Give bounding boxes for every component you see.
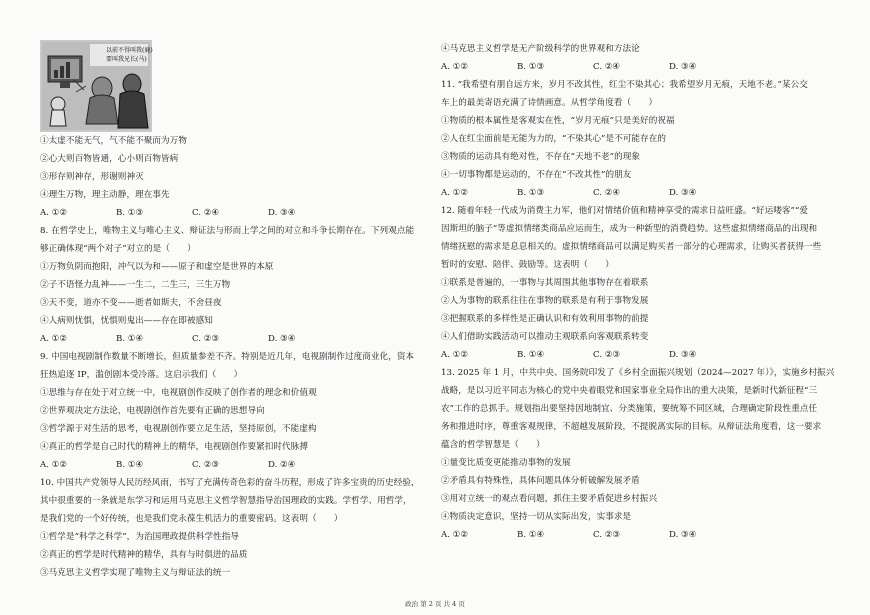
q10-option-b: B. ①③ [517, 62, 545, 72]
q8-item-1: ①万物负阴而抱阳，冲气以为和——原子和虚空是世界的本原 [40, 262, 274, 272]
q9-option-b: B. ①④ [116, 460, 144, 470]
q9-option-c: C. ②③ [192, 460, 220, 470]
q10-stem-line-2: 其中很重要的一条就是东学习和运用马克思主义哲学智慧指导治国理政的实践。学哲学、用哲学， [40, 496, 412, 506]
q11-options [441, 188, 745, 199]
q10-stem-line-3: 是我们党的一个好传统，也是我们党永葆生机活力的重要密码。这表明（ ） [40, 514, 343, 524]
q12-item-2: ②人为事物的联系往往在事物的联系是有利于事物发展 [441, 296, 649, 306]
q9-item-3: ③哲学源于对生活的思考，电视剧创作要立足生活，坚持原创，不能虚构 [40, 424, 317, 434]
q7-options [40, 208, 344, 219]
q13-item-3: ③用对立统一的观点看问题，抓住主要矛盾促进乡村振兴 [441, 494, 658, 504]
cartoon-caption-2: 要叫我兄长(马) [106, 56, 147, 63]
q13-stem-line-4: 务和推进时序，尊重客观规律，不超越发展阶段，不提脱离实际的目标。从辩证法角度看，这一要求 [441, 422, 822, 432]
q9-item-2: ②世界观决定方法论，电视剧创作首先要有正确的思想导向 [40, 406, 265, 416]
q12-item-1: ①联系是普遍的，一事物与其周围其他事物存在着联系 [441, 278, 649, 288]
q10-item-4: ④马克思主义哲学是无产阶级科学的世界观和方法论 [441, 44, 640, 54]
q13-option-d: D. ③④ [669, 530, 697, 540]
q11-stem-line-1: 11. “我希望有朋自远方来，岁月不改其性，红尘不染其心；我希望岁月无痕，天地不老。”某公交 [441, 80, 808, 90]
q11-item-2: ②人在红尘面前是无能为力的，“不染其心”是不可能存在的 [441, 134, 666, 144]
q8-stem-line-1: 8. 在哲学史上，唯物主义与唯心主义、辩证法与形而上学之间的对立和斗争长期存在。下列观点能 [40, 226, 415, 236]
q10-option-c: C. ②④ [593, 62, 621, 72]
q10-stem-line-1: 10. 中国共产党领导人民历经风雨，书写了充满传奇色彩的奋斗历程，形成了许多宝贵的历史经验， [40, 478, 420, 488]
q7-option-b: B. ①③ [116, 208, 144, 218]
q12-stem-line-4: 暂时的安慰、陪伴、鼓励等。这表明（ ） [441, 260, 614, 270]
q12-options [441, 350, 745, 361]
q7-option-a: A. ①② [40, 208, 68, 218]
q8-item-4: ④人病则忧惧，忧惧则鬼出——存在即被感知 [40, 316, 213, 326]
q11-option-d: D. ③④ [669, 188, 697, 198]
q8-option-b: B. ①④ [116, 334, 144, 344]
cartoon-caption-1: 以前不得叫我(鹿) [106, 47, 153, 54]
q9-option-d: D. ②④ [268, 460, 296, 470]
q11-option-b: B. ①③ [517, 188, 545, 198]
q9-item-4: ④真正的哲学是自己时代的精神上的精华，电视剧创作要紧扣时代脉搏 [40, 442, 308, 452]
q12-stem-line-1: 12. 随着年轻一代成为消费主力军，他们对情绪价值和精神享受的需求日益旺盛。“好运喽客”“爱 [441, 206, 809, 216]
q10-option-d: D. ③④ [669, 62, 697, 72]
q10-item-1: ①哲学是“科学之科学”，为治国理政提供科学性指导 [40, 532, 240, 542]
q7-item-3: ③形存则神存，形谢则神灭 [40, 172, 144, 182]
q13-option-b: B. ①④ [517, 530, 545, 540]
q12-stem-line-3: 情绪抚慰的需求是息息相关的。虚拟情绪商品可以满足购买者一部分的心理需求，让购买者获得一些 [441, 242, 822, 252]
q11-item-4: ④一切事物都是运动的，不存在“不改其性”的朋友 [441, 170, 632, 180]
q13-item-1: ①量变比质变更能推动事物的发展 [441, 458, 571, 468]
q8-item-2: ②子不语怪力乱神——一生二，二生三，三生万物 [40, 280, 231, 290]
q9-options [40, 460, 344, 471]
q11-item-1: ①物质的根本属性是客观实在性，“岁月无痕”只是美好的祝福 [441, 116, 675, 126]
q11-option-a: A. ①② [441, 188, 469, 198]
q11-item-3: ③物质的运动具有绝对性，不存在“天地不老”的现象 [441, 152, 641, 162]
q7-option-c: C. ②④ [192, 208, 220, 218]
q10-options [441, 62, 745, 73]
q12-option-c: C. ②③ [593, 350, 621, 360]
q13-stem-line-1: 13. 2025 年 1 月，中共中央、国务院印发了《乡村全面振兴规划（2024—2027 年）》，实施乡村振兴 [441, 368, 835, 378]
q7-item-1: ①太虚不能无气，气不能不聚而为万物 [40, 136, 187, 146]
q12-option-d: D. ③④ [669, 350, 697, 360]
q13-item-2: ②矛盾具有特殊性，具体问题具体分析破解发展矛盾 [441, 476, 640, 486]
cartoon-image [40, 40, 152, 132]
q10-item-3: ③马克思主义哲学实现了唯物主义与辩证法的统一 [40, 568, 231, 578]
q9-stem-line-1: 9. 中国电视剧制作数量不断增长，但质量参差不齐。特别是近几年，电视剧制作过度商业化，资本 [40, 352, 415, 362]
q8-item-3: ③天不变，道亦不变——逝者如斯夫，不舍昼夜 [40, 298, 222, 308]
q11-option-c: C. ②④ [593, 188, 621, 198]
q13-stem-line-2: 战略，是以习近平同志为核心的党中央着眼党和国家事业全局作出的重大决策，是新时代新征程“三 [441, 386, 818, 396]
q11-stem-line-2: 车上的最美寄语充满了诗情画意。从哲学角度看（ ） [441, 98, 658, 108]
page-footer: 政治 第 2 页 共 4 页 [405, 600, 465, 608]
q13-options [441, 530, 745, 541]
q8-stem-line-2: 够正确体现“两个对子”对立的是（ ） [40, 244, 196, 254]
q9-stem-line-2: 狂热追逐 IP，滥创剧本受冷落。这启示我们（ ） [40, 370, 243, 380]
q10-option-a: A. ①② [441, 62, 469, 72]
q7-option-d: D. ③④ [268, 208, 296, 218]
q7-item-4: ④理生万物，理主动静，理在事先 [40, 190, 170, 200]
q12-stem-line-2: 因斯坦的脑子”等虚拟情绪类商品应运而生，成为一种新型的消费趋势。这些虚拟情绪商品的出现和 [441, 224, 818, 234]
q12-option-a: A. ①② [441, 350, 469, 360]
q9-option-a: A. ①② [40, 460, 68, 470]
q8-option-c: C. ②③ [192, 334, 220, 344]
q8-option-d: D. ③④ [268, 334, 296, 344]
q9-item-1: ①思维与存在处于对立统一中，电视剧创作反映了创作者的理念和价值观 [40, 388, 317, 398]
q8-option-a: A. ①② [40, 334, 68, 344]
q10-item-2: ②真正的哲学是时代精神的精华，具有与时俱进的品质 [40, 550, 248, 560]
q12-item-3: ③把握联系的多样性是正确认识和有效利用事物的前提 [441, 314, 649, 324]
q7-item-2: ②心大则百物皆通，心小则百物皆病 [40, 154, 179, 164]
q13-stem-line-5: 蕴含的哲学智慧是（ ） [441, 440, 545, 450]
q13-item-4: ④物质决定意识，坚持一切从实际出发，实事求是 [441, 512, 632, 522]
q12-option-b: B. ①④ [517, 350, 545, 360]
q13-option-a: A. ①② [441, 530, 469, 540]
q13-option-c: C. ②③ [593, 530, 621, 540]
q13-stem-line-3: 农”工作的总抓手。规划指出要坚持因地制宜、分类施策，要统筹不同区域，合理确定阶段性重点任 [441, 404, 818, 414]
q8-options [40, 334, 344, 345]
q12-item-4: ④人们借助实践活动可以推动主观联系向客观联系转变 [441, 332, 649, 342]
